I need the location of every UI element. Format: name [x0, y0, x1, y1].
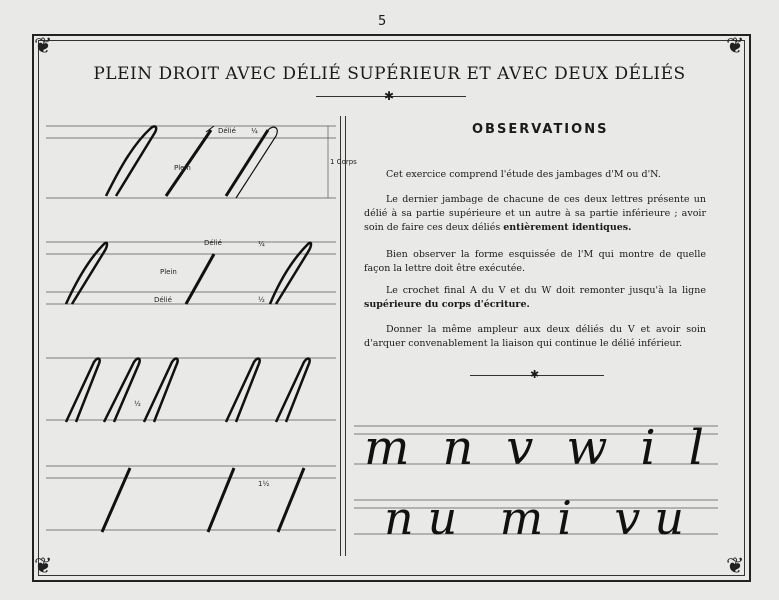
corps-label: 1 Corps — [330, 158, 357, 166]
delie-bottom-label: Délié — [154, 296, 172, 304]
observation-paragraph-4 — [364, 284, 706, 312]
half-label-2: ½ — [134, 400, 141, 408]
page-number: 5 — [378, 14, 387, 29]
p4-bold: supérieure du corps d'écriture. — [364, 299, 530, 310]
delie-top-label: Délié — [204, 239, 222, 247]
script-sample-row-2 — [354, 492, 718, 550]
plein-mid-label: Plein — [160, 268, 177, 276]
plein-label: Plein — [174, 164, 191, 172]
page-title: PLEIN DROIT AVEC DÉLIÉ SUPÉRIEUR ET AVEC DEUX DÉLIÉS — [93, 64, 686, 84]
quarter-label: ¼ — [251, 127, 258, 135]
delie-label: Délié — [218, 127, 236, 135]
p2-text: Le dernier jambage de chacune de ces deux lettres présente un délié à sa partie supérieure et un autre à sa partie inférieure ; avoir soin de faire ces deux déliés — [364, 194, 706, 233]
star-ornament-icon: ✱ — [530, 368, 540, 381]
script-sample-row-1 — [354, 418, 718, 476]
stroke-diagram-3 — [46, 348, 340, 442]
p4-text: Le crochet final A du V et du W doit remonter jusqu'à la ligne — [386, 285, 706, 296]
corner-ornament-icon: ❦ — [34, 34, 53, 59]
script-words-row-2: nu mi vu — [384, 491, 684, 545]
observation-paragraph-2 — [364, 193, 706, 235]
quarter-label-2: ¼ — [258, 240, 265, 248]
star-ornament-icon: ✱ — [384, 89, 395, 103]
column-divider — [340, 116, 346, 556]
stroke-diagram-2 — [46, 232, 340, 326]
corner-ornament-icon: ❦ — [726, 554, 745, 579]
stroke-diagram-4 — [46, 456, 340, 550]
observations-heading: OBSERVATIONS — [472, 122, 609, 137]
observation-paragraph-3: Bien observer la forme esquissée de l'M qui montre de quelle façon la lettre doit être exécutée. — [364, 249, 706, 274]
observation-paragraph-5: Donner la même ampleur aux deux déliés du V et avoir soin d'arquer convenablement la liaison qui continue le délié inférieur. — [364, 324, 706, 349]
corner-ornament-icon: ❦ — [726, 34, 745, 59]
one-and-half-label: 1½ — [258, 480, 270, 488]
script-words-row-1: m n v w i l — [364, 420, 704, 476]
observation-paragraph-1: Cet exercice comprend l'étude des jambages d'M ou d'N. — [386, 169, 661, 180]
stroke-diagram-1 — [46, 116, 357, 220]
half-label: ½ — [258, 296, 265, 304]
corner-ornament-icon: ❦ — [34, 554, 53, 579]
p2-bold: entièrement identiques. — [503, 222, 632, 233]
